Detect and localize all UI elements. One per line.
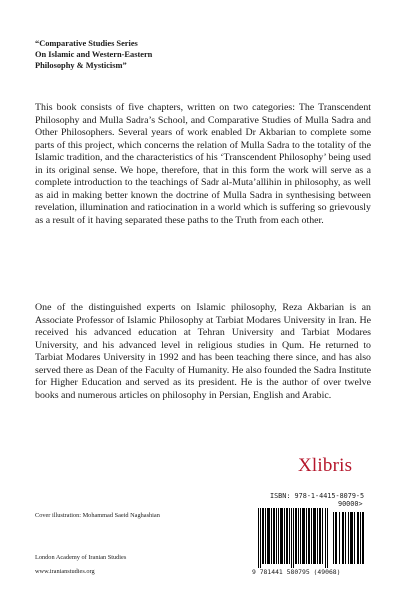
barcode <box>252 492 370 580</box>
cover-credit: Cover illustration: Mohammad Saeid Naghashian <box>35 512 160 519</box>
isbn-text: ISBN: 978-1-4415-8079-5 <box>270 492 365 500</box>
price-code: 90000> <box>338 500 363 508</box>
series-line-3: Philosophy & Mysticism” <box>35 61 127 71</box>
barcode-addon-bars <box>332 508 366 564</box>
publisher-logo: Xlibris <box>298 455 353 476</box>
series-title <box>35 38 235 72</box>
author-bio: One of the distinguished experts on Islamic philosophy, Reza Akbarian is an Associate Professor of Islamic Philosophy at Tarbiat Modares University in Iran. He received his advanced education at Tehran University and Tarbiat Modares University, and his advanced level in religious studies in Qum. He returned to Tarbiat Modares University in 1992 and has been teaching there since, and has also served there as Dean of the Faculty of Humanity. He also founded the Sadra Institute for Higher Education and served as its president. He is the author of over twelve books and numerous articles on philosophy in Persian, English and Arabic. <box>35 302 371 401</box>
publisher-website: www.iranianstudies.org <box>35 568 95 575</box>
book-description: This book consists of five chapters, written on two categories: The Transcendent Philosophy and Mulla Sadra’s School, and Comparative Studies of Mulla Sadra and Other Philosophers. Several years of work enabled Dr Akbarian to complete some parts of this project, which concerns the relation of Mulla Sadra to the totality of the Islamic tradition, and the characteristics of his ‘Transcendent Philosophy’ being used in its original sense. We hope, therefore, that in this form the work will serve as a complete introduction to the teachings of Sadr al-Muta’allihin in philosophy, as well as aid in making better known the doctrine of Mulla Sadra in synthesising between revelation, illumination and ratiocination in a world which is suffering so grievously as a result of it having separated these paths to the Truth from each other. <box>35 102 371 226</box>
series-line-1: “Comparative Studies Series <box>35 39 138 48</box>
series-line-2: On Islamic and Western-Eastern <box>35 50 153 60</box>
barcode-bars <box>256 508 330 568</box>
publisher-name: London Academy of Iranian Studies <box>35 554 127 561</box>
publisher-info <box>35 551 126 579</box>
barcode-digits: 9 781441 580795 (49068) <box>252 568 341 576</box>
